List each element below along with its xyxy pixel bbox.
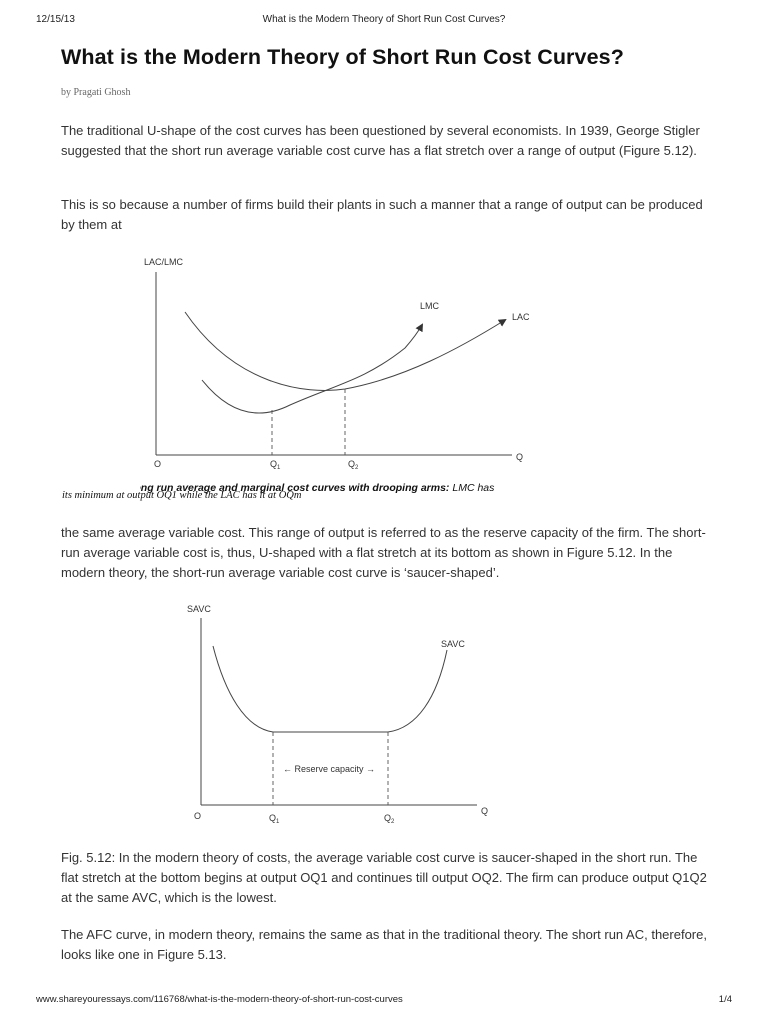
lmc-label: LMC [420, 301, 440, 311]
x-axis-label: Q [516, 452, 524, 462]
paragraph-fig-512-caption: Fig. 5.12: In the modern theory of costs, the average variable cost curve is saucer-shaped in the short run. The flat stretch at the bottom begins at output OQ1 and continues till output OQ2. The firm can produce output Q1Q2 at the same AVC, which is the lowest. [61, 850, 707, 905]
figure-5-11-caption-line-2: its minimum at output OQ1 while the LAC has it at OQm [62, 490, 302, 501]
paragraph-reason: This is so because a number of firms build their plants in such a manner that a range of output can be produced by them at [61, 197, 703, 232]
paragraph-intro: The traditional U-shape of the cost curves has been questioned by several economists. In 1939, George Stigler suggested that the short run average variable cost curve has a flat stretch over a range of output (Figure 5.12). [61, 123, 700, 158]
origin-label: O [154, 459, 162, 469]
q1-label: $Q_1$ [270, 459, 281, 471]
paragraph-afc: The AFC curve, in modern theory, remains the same as that in the traditional theory. The short run AC, therefore, looks like one in Figure 5.13. [61, 927, 707, 962]
figure-5-11 [62, 250, 620, 505]
savc-curve [213, 646, 447, 732]
figure-5-11-caption-line-1: The long run average and marginal cost curves with drooping arms: LMC has [140, 482, 495, 494]
page-url: www.shareyouressays.com/116768/what-is-the-modern-theory-of-short-run-cost-curves [36, 994, 403, 1005]
q1-label: $Q_1$ [269, 813, 280, 825]
page-number: 1/4 [718, 994, 732, 1005]
article-title: What is the Modern Theory of Short Run Cost Curves? [61, 45, 624, 69]
reserve-capacity-label: ← Reserve capacity → [283, 764, 376, 774]
lmc-curve [202, 325, 422, 413]
figure-5-12 [185, 598, 515, 833]
figure-5-11-graph [140, 250, 620, 500]
q2-label: $Q_2$ [348, 459, 359, 471]
print-date: 12/15/13 [36, 14, 75, 25]
origin-label: O [194, 811, 202, 821]
lac-curve [185, 312, 505, 390]
x-axis-label: Q [481, 806, 489, 816]
y-axis-label: LAC/LMC [144, 257, 184, 267]
print-title: What is the Modern Theory of Short Run Cost Curves? [262, 14, 506, 25]
paragraph-reserve-capacity: the same average variable cost. This range of output is referred to as the reserve capacity of the firm. The short-run average variable cost is, thus, U-shaped with a flat stretch at its bottom as shown in Figure 5.12. In the modern theory, the short-run average variable cost curve is ‘saucer-shaped’. [61, 525, 706, 580]
y-axis-label: SAVC [187, 604, 211, 614]
figure-5-12-graph [185, 598, 515, 828]
savc-curve-label: SAVC [441, 639, 465, 649]
byline: by Pragati Ghosh [61, 87, 131, 98]
q2-label: $Q_2$ [384, 813, 395, 825]
lac-label: LAC [512, 312, 530, 322]
print-header [36, 14, 732, 28]
print-footer [36, 994, 732, 1008]
